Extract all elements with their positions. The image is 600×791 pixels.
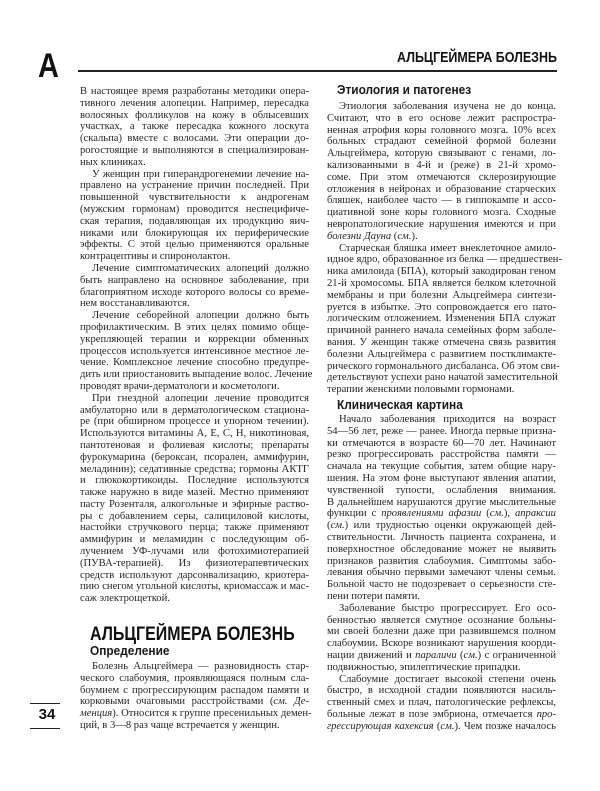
text-segment: ( — [481, 508, 490, 520]
text-line: ры с добавлением серы, салициловой кислоты, — [80, 510, 309, 522]
text-line: детельствуют успехи рано начатой заместительной — [327, 372, 558, 384]
text-line: При гнездной алопеции лечение проводится — [92, 392, 309, 404]
text-line: фурокумарина (бероксан, псорален, аммифурин, — [80, 451, 309, 463]
text-line — [327, 709, 556, 721]
text-line: процессов используется интенсивное местное ле- — [80, 345, 309, 357]
text-line: бенностью является смутное осознание больны- — [327, 614, 556, 626]
text-line: ская терапия, подавляющая их продукцию яич- — [80, 215, 309, 227]
text-line: проводят врачи-дерматологи и косметологи. — [80, 380, 280, 392]
text-line: средств используют дарсонвализацию, криотера- — [80, 569, 309, 581]
text-line: бляшек, наиболее часто — в гиппокампе и ассо- — [327, 195, 556, 207]
text-line: кализованными в 4-й и (реже) в 21-й хромо- — [327, 159, 556, 171]
text-line: ми своей болезни даже при развившемся полном — [327, 626, 556, 638]
italic-reference: грессирующая кахексия — [327, 720, 434, 732]
text-segment: ) или трудностью оценки окружающей дей- — [344, 520, 556, 532]
text-line: ных клиниках. — [80, 156, 146, 168]
text-line: чувственной тупости, ослабления внимания. — [327, 484, 556, 496]
text-line: Старческая бляшка имеет внеклеточное амило- — [339, 242, 556, 254]
text-segment: больные лежат в позе эмбриона, отмечается — [327, 708, 537, 720]
text-line: чение. Комплексное лечение способно предупре- — [80, 357, 309, 369]
text-line: отложения в нейронах и образование старческих — [327, 183, 556, 195]
text-line: 54—56 лет, реже — ранее. Иногда первые призна- — [327, 425, 556, 437]
text-line: ре (при обширном процессе и упорном течении). — [80, 416, 309, 428]
text-line — [327, 231, 556, 243]
text-segment: корковыми очаговыми расстройствами ( — [80, 696, 274, 708]
text-line: пени потери памяти. — [327, 590, 421, 602]
text-line: сначала на текущие события, затем общие нару- — [327, 461, 556, 473]
text-line: правлено на устранение причин последней. При — [80, 180, 309, 192]
text-segment: ), — [503, 508, 515, 520]
text-segment: ( — [456, 649, 464, 661]
text-line: терапии женскими половыми гормонами. — [327, 384, 515, 396]
text-line — [327, 650, 556, 662]
text-line: Этиология заболевания изучена не до конца. — [339, 101, 556, 112]
text-segment: нации движений и — [327, 649, 416, 661]
text-line: Слабоумие достигает высокой степени очень — [339, 673, 556, 685]
article-title: АЛЬЦГЕЙМЕРА БОЛЕЗНЬ — [90, 624, 295, 645]
italic-reference: болезни Дауна — [327, 230, 392, 242]
text-line: волосяных фолликулов на кожу в облысевших — [80, 109, 309, 121]
italic-reference: параличи — [415, 649, 457, 661]
text-line: В настоящее время разработаны методики опера- — [80, 86, 309, 97]
text-segment: ). — [411, 230, 418, 242]
text-line: логическим отложением. Изменения БПА служат — [327, 313, 556, 325]
text-line: (ПУВА-терапией). Из физиотерапевтических — [80, 557, 309, 569]
text-line: соме. При этом отмечаются склерозирующие — [327, 171, 556, 183]
italic-reference: см. Де- — [273, 696, 309, 708]
text-line: эффекты. С этой целью применяются оральные — [80, 239, 309, 251]
text-line: настойки стручкового перца; также применяют — [80, 522, 309, 534]
text-line: быть направлено на основное заболевание, при — [80, 274, 309, 286]
text-line: слабоумии. Вскоре возникают нарушения коорди- — [327, 638, 556, 650]
text-line: ческого слабоумия, проявляющаяся полным сла- — [80, 672, 309, 684]
text-line: ненная атрофия коры головного мозга. 10% всех — [327, 124, 556, 136]
text-line: ки отмечаются в возрасте 60—70 лет. Начинают — [327, 437, 556, 449]
text-line: болезни Альцгеймера с развитием постклимакте- — [327, 348, 556, 360]
etiology-heading: Этиология и патогенез — [337, 83, 472, 97]
text-line: подвижностью, эпилептические припадки. — [327, 661, 521, 673]
text-line: вания. У женщин также отмечена связь развития — [327, 336, 556, 348]
text-segment: ( — [327, 520, 331, 532]
text-line: Используются витамины А, Е, С, Н, никотиновая, — [80, 428, 309, 440]
text-line: пию снегом угольной кислоты, криомассаж и мас- — [80, 581, 309, 593]
text-line: участках, а также пересадка кожного лоскута — [80, 121, 309, 133]
text-line — [80, 708, 312, 720]
italic-reference: см. — [330, 520, 345, 532]
text-line: Болезнь Альцгеймера — разновидность стар- — [92, 661, 309, 672]
text-segment: ( — [433, 720, 441, 732]
header-rule — [78, 70, 557, 72]
text-line: резко прогрессировать расстройства памяти — — [327, 449, 556, 461]
italic-reference: см. — [440, 720, 455, 732]
text-line: повышенной чувствительности к андрогенам — [80, 192, 309, 204]
text-line: быстро, в исходной стадии появляются насиль- — [327, 685, 556, 697]
text-line: поверхностное обследование может не выявить — [327, 543, 556, 555]
text-segment: ) с ограниченной — [477, 649, 556, 661]
running-title: АЛЬЦГЕЙМЕРА БОЛЕЗНЬ — [397, 50, 557, 66]
text-line: Начало заболевания приходится на возраст — [339, 414, 556, 425]
text-line: Больной часто не подозревает о серьезности сте- — [327, 579, 556, 591]
text-line: ственный смех и плач, патологические рефлексы, — [327, 697, 556, 709]
text-line: невропатологические нарушения имеются и при — [327, 218, 556, 230]
text-line: меладинин); седативные средства; гормоны АКТГ — [80, 463, 309, 475]
text-line: признаков развития слабоумия. Симптомы забо- — [327, 555, 556, 567]
definition-heading: Определение — [90, 644, 170, 658]
text-line: никами или блокирующая их периферические — [80, 227, 309, 239]
text-line: левания обычно первыми замечают члены семьи. — [327, 567, 556, 579]
text-line: укрепляющей терапии и коррекции обменных — [80, 333, 309, 345]
italic-reference: проявлениями афазии — [381, 508, 482, 520]
text-line: саж электрощеткой. — [80, 593, 170, 605]
text-line: Альцгеймера, которую связывают с генами, ло- — [327, 148, 556, 160]
text-line: Считают, что в его основе лежит распростра- — [327, 112, 556, 124]
text-line: руется в избытке. Это сопровождается его пато- — [327, 301, 556, 313]
page-number-rule-bottom — [30, 728, 60, 729]
text-line: лучением УФ-лучами или фотохимиотерапией — [80, 546, 309, 558]
text-line: (мужским гормонам) проводится неспецифиче- — [80, 203, 309, 215]
text-line: боумием с прогрессирующим распадом памяти и — [80, 684, 309, 696]
text-line: Лечение себорейной алопеции должно быть — [92, 310, 309, 322]
italic-reference: менция — [80, 708, 113, 720]
text-line: причиной раннего начала семейных форм заболе- — [327, 325, 556, 337]
text-line: ций, в 3—8 раз чаще встречается у женщин. — [80, 719, 280, 731]
text-segment: ( — [391, 230, 398, 242]
text-line: ствительности. Личность пациента сохранена, и — [327, 531, 556, 543]
text-line: аммифурин и меламидин с последующим об- — [80, 534, 309, 546]
text-line: благоприятном исходе которого волосы со време- — [80, 286, 309, 298]
text-line: ника амилоида (БПА), который закодирован геном — [327, 266, 556, 278]
definition-text — [80, 661, 312, 732]
text-segment: ). Чем позже началось — [454, 720, 556, 732]
italic-reference: см. — [489, 508, 504, 520]
text-line: и глюкокортикоиды. Последние используются — [80, 475, 309, 487]
alopecia-treatment-text — [80, 86, 313, 605]
text-line: циативной зоне коры головного мозга. Сходные — [327, 207, 556, 219]
text-line — [327, 508, 556, 520]
italic-reference: про- — [536, 708, 556, 720]
text-line: нем восстанавливаются. — [80, 298, 190, 310]
text-line: тивного лечения алопеции. Например, пересадка — [80, 97, 309, 109]
text-line — [80, 696, 309, 708]
text-line — [327, 520, 556, 532]
text-line: больных страдают семейной формой болезни — [327, 136, 556, 148]
italic-reference: см. — [463, 649, 478, 661]
text-segment: функции с — [327, 508, 382, 520]
text-line: пантотеновая и фолиевая кислоты; препараты — [80, 439, 309, 451]
text-segment: ). Относится к группе пресенильных демен- — [112, 708, 312, 720]
text-line: шения. На этом фоне выступают явления апатии, — [327, 472, 556, 484]
text-line: мембраны и при болезни Альцгеймера синтези- — [327, 289, 556, 301]
text-line: идное ядро, образованное из белка — предшествен- — [327, 254, 562, 266]
page-number: 34 — [38, 706, 56, 723]
text-line: В дальнейшем нарушаются другие мыслительные — [327, 496, 556, 508]
text-line: контрацептивы и спиронолактон. — [80, 251, 231, 263]
text-line: (скальпа) вместе с волосами. Эти операции до- — [80, 133, 309, 145]
text-line: рогостоящие и выполняются в специализирован- — [80, 144, 309, 156]
etiology-text — [327, 101, 562, 396]
text-line: Лечение симптоматических алопеций должно — [92, 262, 309, 274]
italic-reference: см. — [397, 230, 412, 242]
clinical-text — [327, 414, 556, 733]
text-line: амбулаторно или в дерматологическом стациона- — [80, 404, 309, 416]
text-line: пасту Розенталя, алкогольные и эфирные раство- — [80, 498, 309, 510]
italic-reference: апраксии — [514, 508, 556, 520]
text-line — [327, 721, 556, 733]
text-line: рического гормонального дисбаланса. Об этом сви- — [327, 360, 560, 372]
text-line: дить или приостановить выпадение волос. Лечение — [80, 369, 313, 381]
section-letter: А — [38, 47, 59, 85]
text-line: также наружно в виде мазей. Местно применяют — [80, 487, 309, 499]
text-line: Заболевание быстро прогрессирует. Его осо- — [339, 602, 556, 614]
text-line: 21-й хромосомы. БПА является белком клеточной — [327, 277, 556, 289]
text-line: У женщин при гиперандрогенемии лечение на- — [92, 168, 309, 180]
text-line: профилактическим. В этих целях помимо обще- — [80, 321, 309, 333]
clinical-heading: Клиническая картина — [337, 398, 463, 412]
